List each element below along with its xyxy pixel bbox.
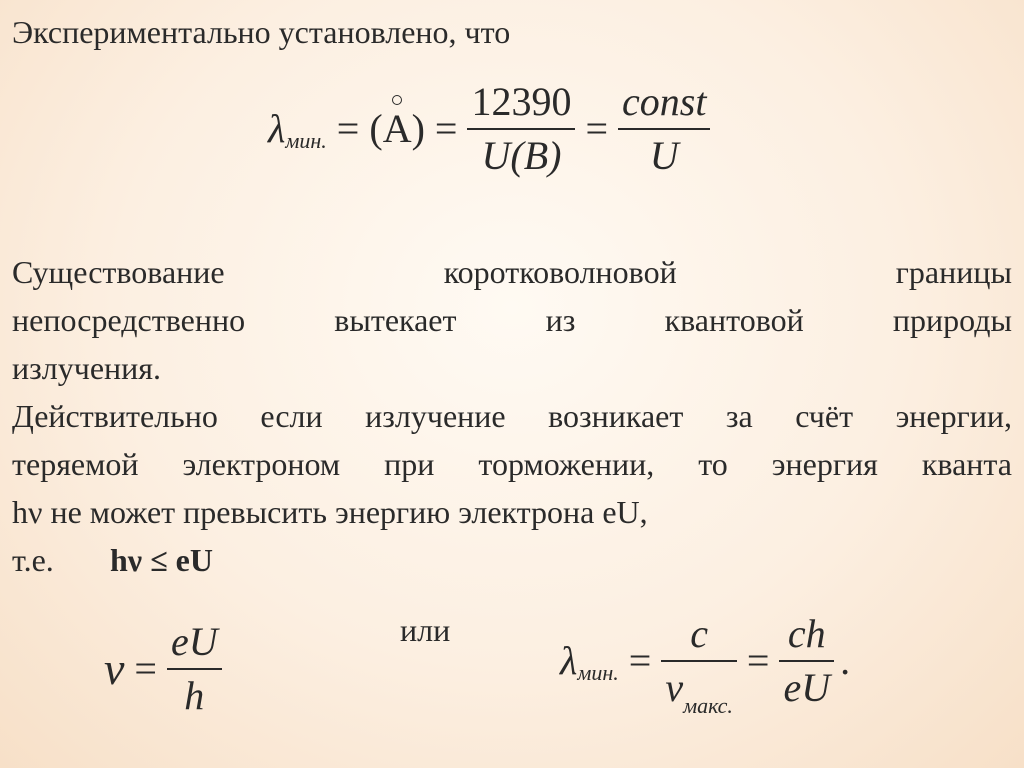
fraction-bar: [467, 128, 575, 130]
fraction-bar: [779, 660, 834, 662]
denominator: eU: [783, 665, 831, 710]
para1-line1: [12, 248, 1012, 296]
equals-sign: =: [434, 106, 458, 151]
word: природы: [892, 302, 1012, 338]
lambda-symbol: λ: [560, 638, 578, 683]
unit-volt: (B): [510, 133, 562, 178]
denominator: h: [184, 673, 205, 718]
inequality-relation: hν ≤ eU: [110, 542, 213, 578]
ie-label: т.е.: [12, 542, 54, 578]
formula-nu: [104, 619, 222, 718]
fraction-bar: [661, 660, 737, 662]
unit-close-paren: ): [411, 106, 425, 151]
word: коротковолновой: [443, 254, 677, 290]
equals-sign: =: [746, 638, 770, 683]
angstrom-unit: A: [382, 106, 412, 151]
denominator: [477, 133, 565, 178]
nu-subscript: макс.: [683, 693, 733, 718]
para1-line2: [12, 296, 1012, 344]
word: из: [545, 302, 576, 338]
equals-sign: =: [134, 646, 157, 691]
para2-line2: теряемой электроном при торможении, то энергия кванта: [12, 446, 1012, 482]
fraction-c-over-nu-max: [661, 611, 737, 718]
unit-open-paren: (: [369, 106, 383, 151]
para2-line1: Действительно если излучение возникает за счёт энергии,: [12, 398, 1012, 434]
equals-sign: =: [628, 638, 652, 683]
equals-sign: =: [336, 106, 360, 151]
lambda-symbol: λ: [268, 106, 286, 151]
para2-line3: hν не может превысить энергию электрона eU,: [12, 494, 648, 530]
numerator: const: [622, 79, 707, 124]
para1-line3: излучения.: [12, 350, 161, 386]
or-word: или: [400, 612, 451, 648]
word: непосредственно: [12, 302, 246, 338]
word: границы: [895, 254, 1012, 290]
fraction-12390-over-u: [467, 79, 575, 178]
word: вытекает: [334, 302, 457, 338]
fraction-ch-over-eu: [779, 611, 834, 710]
fraction-eu-over-h: [167, 619, 222, 718]
fraction-bar: [618, 128, 710, 130]
word: квантовой: [664, 302, 804, 338]
fraction-const-over-u: [618, 79, 710, 178]
numerator: c: [690, 611, 708, 656]
lambda-subscript: мин.: [285, 128, 327, 153]
lambda-subscript: мин.: [577, 660, 619, 685]
intro-text: Экспериментально установлено, что: [12, 14, 511, 50]
equals-sign: =: [585, 106, 609, 151]
formula-lambda-min: [268, 79, 710, 178]
fraction-bar: [167, 668, 222, 670]
nu-symbol: ν: [665, 665, 684, 710]
denominator: [661, 665, 737, 718]
nu-symbol: ν: [104, 643, 125, 694]
word: Существование: [12, 254, 225, 290]
paragraph-explanation: [12, 392, 1012, 536]
numerator: eU: [170, 619, 218, 664]
numerator: ch: [787, 611, 826, 656]
ie-line: [12, 536, 213, 584]
period: .: [840, 638, 851, 683]
paragraph-boundary: [12, 248, 1012, 392]
numerator: 12390: [471, 79, 572, 124]
denominator: U: [649, 133, 679, 178]
formula-lambda-min-2: [560, 611, 851, 718]
var-u: U: [481, 133, 511, 178]
